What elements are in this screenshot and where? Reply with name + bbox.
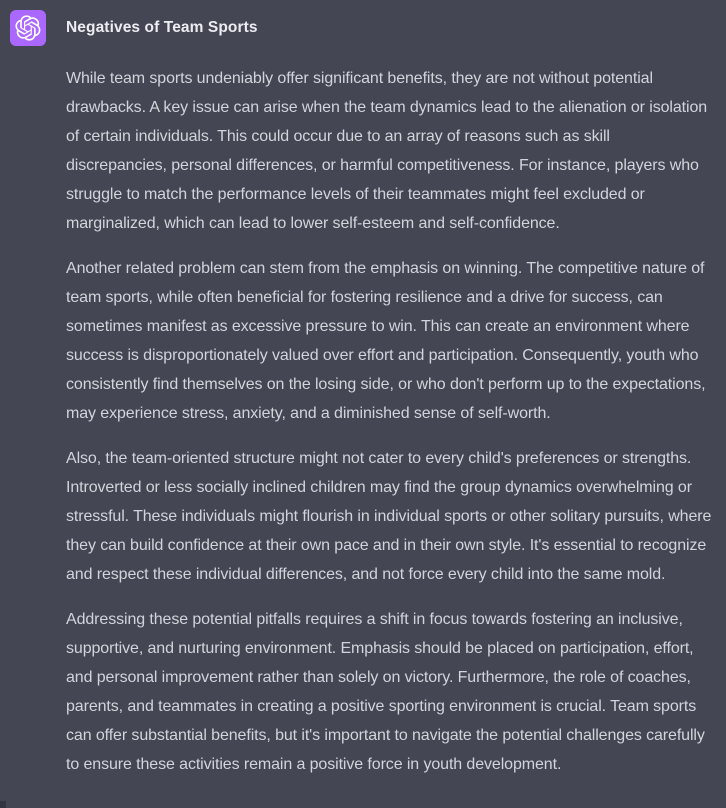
openai-logo-icon xyxy=(15,15,41,41)
message-paragraph: Another related problem can stem from the emphasis on winning. The competitive nature of team sports, while often beneficial for fostering resilience and a drive for success, can sometimes manifest as excessive pressure to win. This can create an environment where success is disproportionately valued over effort and participation. Consequently, youth who consistently find themselves on the losing side, or who don't perform up to the expectations, may experience stress, anxiety, and a diminished sense of self-worth. xyxy=(66,260,706,422)
message-paragraph: Addressing these potential pitfalls requires a shift in focus towards fostering an inclusive, supportive, and nurturing environment. Emphasis should be placed on participation, effort, and personal improvement rather than solely on victory. Furthermore, the role of coaches, parents, and teammates in creating a positive sporting environment is crucial. Team sports can offer substantial benefits, but it's important to navigate the potential challenges carefully to ensure these activities remain a positive force in youth development. xyxy=(66,611,705,773)
message-title: Negatives of Team Sports xyxy=(66,19,258,36)
message-paragraph: While team sports undeniably offer significant benefits, they are not without potential drawbacks. A key issue can arise when the team dynamics lead to the alienation or isolation of certain individuals. This could occur due to an array of reasons such as skill discrepancies, personal differences, or harmful competitiveness. For instance, players who struggle to match the performance levels of their teammates might feel excluded or marginalized, which can lead to lower self-esteem and self-confidence. xyxy=(66,70,708,232)
page-background-notch xyxy=(0,801,6,808)
message-content xyxy=(66,10,712,779)
assistant-avatar xyxy=(10,10,46,46)
message-paragraph: Also, the team-oriented structure might not cater to every child's preferences or strengths. Introverted or less socially inclined children may find the group dynamics overwhelming or stressful. These individuals might flourish in individual sports or other solitary pursuits, where they can build confidence at their own pace and in their own style. It's essential to recognize and respect these individual differences, and not force every child into the same mold. xyxy=(66,450,712,583)
